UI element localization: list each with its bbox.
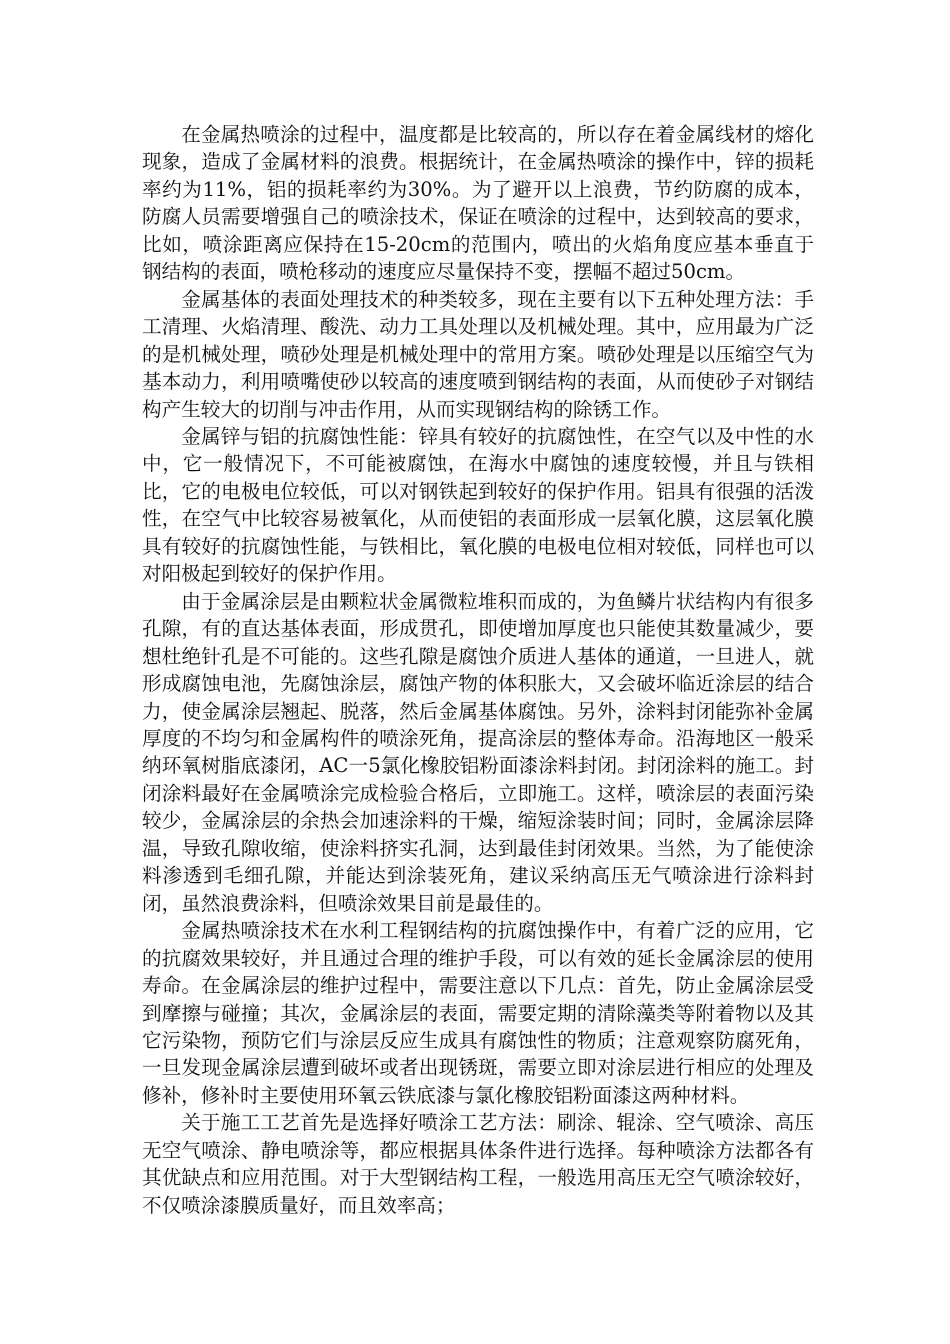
paragraph-surface-treatment: 金属基体的表面处理技术的种类较多，现在主要有以下五种处理方法：手工清理、火焰清理、酸洗、动力工具处理以及机械处理。其中，应用最为广泛的是机械处理，喷砂处理是机械处理中的常用方案。喷砂处理是以压缩空气为基本动力，利用喷嘴使砂以较高的速度喷到钢结构的表面，从而使砂子对钢结构产生较大的切削与冲击作用，从而实现钢结构的除锈工作。 [142, 287, 814, 421]
paragraph-zinc-aluminum-corrosion: 金属锌与铝的抗腐蚀性能：锌具有较好的抗腐蚀性，在空气以及中性的水中，它一般情况下，不可能被腐蚀，在海水中腐蚀的速度较慢，并且与铁相比，它的电极电位较低，可以对钢铁起到较好的保护作用。铝具有很强的活泼性，在空气中比较容易被氧化，从而使铝的表面形成一层氧化膜，这层氧化膜具有较好的抗腐蚀性能，与铁相比，氧化膜的电极电位相对较低，同样也可以对阳极起到较好的保护作用。 [142, 424, 814, 586]
paragraph-thermal-spray-loss: 在金属热喷涂的过程中，温度都是比较高的，所以存在着金属线材的熔化现象，造成了金属材料的浪费。根据统计，在金属热喷涂的操作中，锌的损耗率约为11%，铝的损耗率约为30%。为了避开以上浪费，节约防腐的成本，防腐人员需要增强自己的喷涂技术，保证在喷涂的过程中，达到较高的要求，比如，喷涂距离应保持在15-20cm的范围内，喷出的火焰角度应基本垂直于钢结构的表面，喷枪移动的速度应尽量保持不变，摆幅不超过50cm。 [142, 123, 814, 284]
paragraph-coating-sealing: 由于金属涂层是由颗粒状金属微粒堆积而成的，为鱼鳞片状结构内有很多孔隙，有的直达基体表面，形成贯孔，即使增加厚度也只能使其数量减少，要想杜绝针孔是不可能的。这些孔隙是腐蚀介质进人基体的通道，一旦进人，就形成腐蚀电池，先腐蚀涂层，腐蚀产物的体积胀大，又会破坏临近涂层的结合力，使金属涂层翘起、脱落，然后金属基体腐蚀。另外，涂料封闭能弥补金属厚度的不均匀和金属构件的喷涂死角，提高涂层的整体寿命。沿海地区一般采纳环氧树脂底漆闭，AC一5氯化橡胶铝粉面漆涂料封闭。封闭涂料的施工。封闭涂料最好在金属喷涂完成检验合格后，立即施工。这样，喷涂层的表面污染较少，金属涂层的余热会加速涂料的干燥，缩短涂装时间；同时，金属涂层降温，导致孔隙收缩，使涂料挤实孔洞，达到最佳封闭效果。当然，为了能使涂料渗透到毛细孔隙，并能达到涂装死角，建议采纳高压无气喷涂进行涂料封闭，虽然浪费涂料，但喷涂效果目前是最佳的。 [142, 589, 814, 915]
document-body [142, 121, 814, 1219]
paragraph-coating-maintenance: 金属热喷涂技术在水利工程钢结构的抗腐蚀操作中，有着广泛的应用，它的抗腐效果较好，并且通过合理的维护手段，可以有效的延长金属涂层的使用寿命。在金属涂层的维护过程中，需要注意以下几点：首先，防止金属涂层受到摩擦与碰撞；其次，金属涂层的表面，需要定期的清除藻类等附着物以及其它污染物，预防它们与涂层反应生成具有腐蚀性的物质；注意观察防腐死角，一旦发现金属涂层遭到破坏或者出现锈斑，需要立即对涂层进行相应的处理及修补，修补时主要使用环氧云铁底漆与氯化橡胶铝粉面漆这两种材料。 [142, 919, 814, 1107]
paragraph-construction-process: 关于施工工艺首先是选择好喷涂工艺方法：刷涂、辊涂、空气喷涂、高压无空气喷涂、静电喷涂等，都应根据具体条件进行选择。每种喷涂方法都各有其优缺点和应用范围。对于大型钢结构工程，一般选用高压无空气喷涂较好，不仅喷涂漆膜质量好，而且效率高； [142, 1111, 814, 1217]
